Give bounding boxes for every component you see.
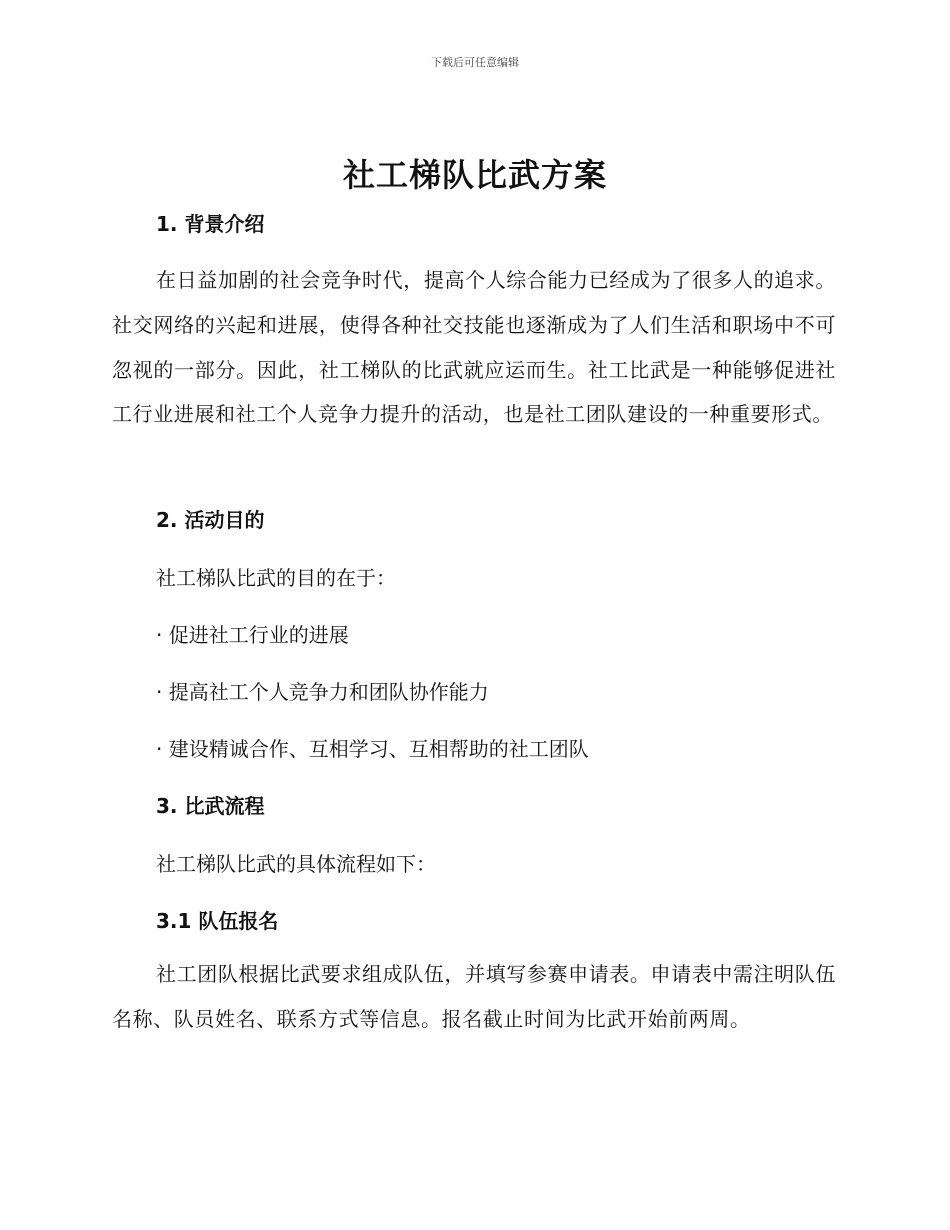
section-heading-purpose: 2. 活动目的 [156, 508, 265, 532]
registration-paragraph: 社工团队根据比武要求组成队伍，并填写参赛申请表。申请表中需注明队伍名称、队员姓名、联系方式等信息。报名截止时间为比武开始前两周。 [112, 962, 836, 1031]
document-title: 社工梯队比武方案 [342, 156, 607, 194]
section-heading-background: 1. 背景介绍 [156, 212, 265, 236]
purpose-bullet: · 促进社工行业的进展 [156, 623, 349, 647]
background-paragraph: 在日益加剧的社会竞争时代，提高个人综合能力已经成为了很多人的追求。社交网络的兴起和进展，使得各种社交技能也逐渐成为了人们生活和职场中不可忽视的一部分。因此，社工梯队的比武就应运而生。社工比武是一种能够促进社工行业进展和社工个人竞争力提升的活动，也是社工团队建设的一种重要形式。 [112, 268, 836, 427]
purpose-bullet: · 提高社工个人竞争力和团队协作能力 [156, 680, 489, 704]
section-heading-registration: 3.1 队伍报名 [156, 909, 279, 933]
process-intro: 社工梯队比武的具体流程如下： [156, 852, 436, 876]
section-heading-process: 3. 比武流程 [156, 794, 265, 818]
header-note: 下载后可任意编辑 [431, 56, 519, 69]
purpose-intro: 社工梯队比武的目的在于： [156, 566, 396, 590]
purpose-bullet: · 建设精诚合作、互相学习、互相帮助的社工团队 [156, 737, 589, 761]
